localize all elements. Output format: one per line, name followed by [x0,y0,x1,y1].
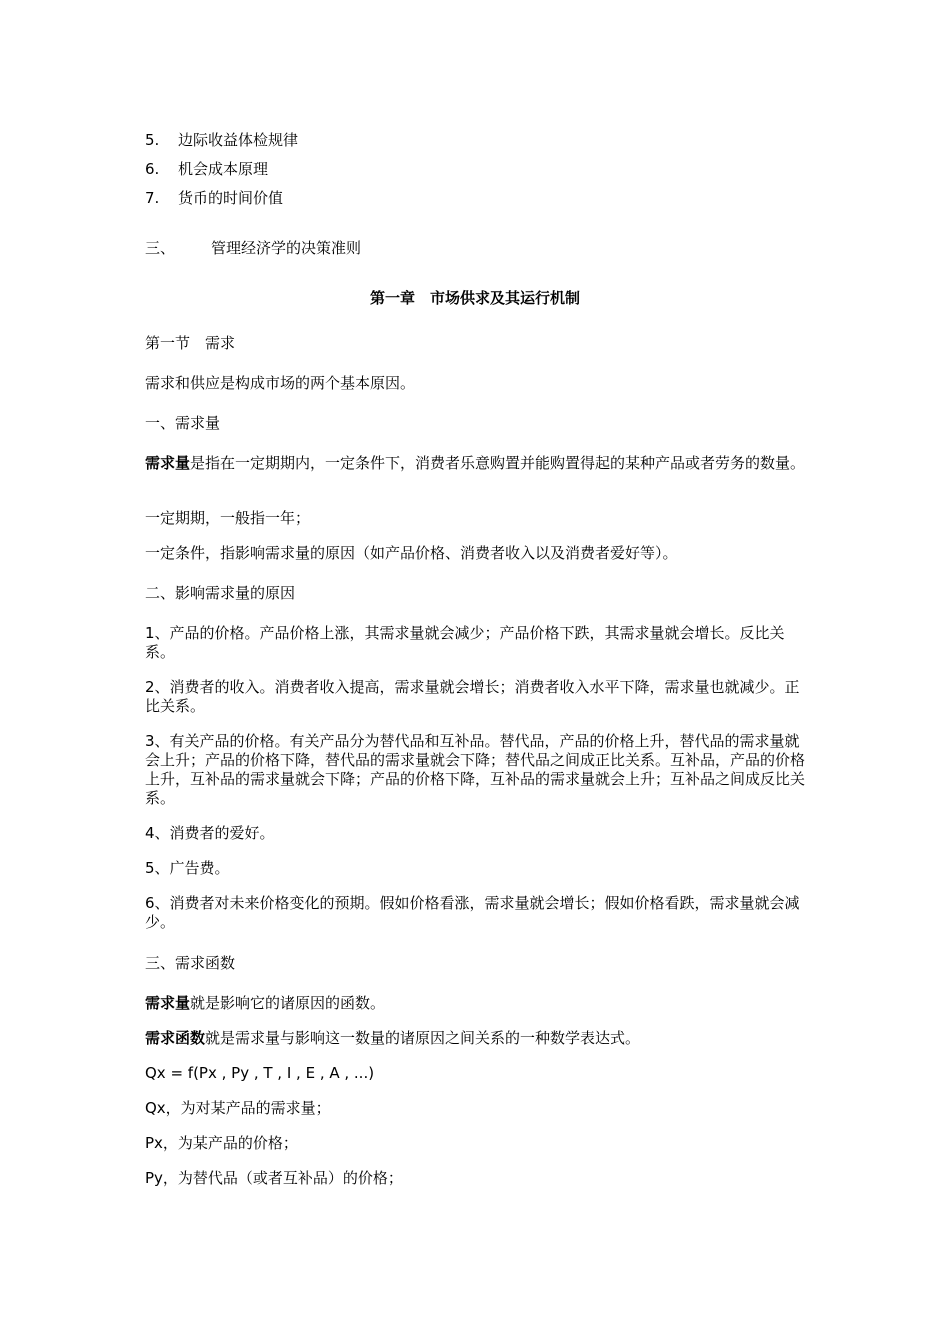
list-item [145,160,810,179]
section-title: 第一节 需求 [145,334,236,352]
paragraph [145,994,810,1013]
list-text: 边际收益体检规律 [178,131,299,149]
definition-text: 就是需求量与影响这一数量的诸原因之间关系的一种数学表达式。 [205,1029,641,1047]
list-number: 5. [145,131,160,149]
list-number: 7. [145,189,160,207]
paragraph: 2、消费者的收入。消费者收入提高，需求量就会增长；消费者收入水平下降，需求量也就减少。正比关系。 [145,678,800,715]
term-bold: 需求函数 [145,1029,206,1047]
paragraph: Py，为替代品（或者互补品）的价格； [145,1169,403,1187]
paragraph [145,454,810,473]
paragraph: 3、有关产品的价格。有关产品分为替代品和互补品。替代品，产品的价格上升，替代品的需求量就会上升；产品的价格下降，替代品的需求量就会下降；替代品之间成正比关系。互补品，产品的价格上升，互补品的需求量就会下降；产品的价格下降，互补品的需求量就会上升；互补品之间成反比关系。 [145,732,806,807]
section-number: 三、 [145,239,176,257]
paragraph: 5、广告费。 [145,859,230,877]
subheading: 二、影响需求量的原因 [145,584,296,602]
chapter-title: 第一章 市场供求及其运行机制 [369,289,580,307]
formula: Qx = f(Px , Py , T , I , E , A , ...) [145,1064,375,1082]
definition-text: 就是影响它的诸原因的函数。 [190,994,386,1012]
paragraph: 4、消费者的爱好。 [145,824,275,842]
paragraph: 一定期期，一般指一年； [145,509,311,527]
term-bold: 需求量 [145,454,191,472]
paragraph: 1、产品的价格。产品价格上涨，其需求量就会减少；产品价格下跌，其需求量就会增长。反比关系。 [145,624,785,661]
definition-text: 是指在一定期期内，一定条件下，消费者乐意购置并能购置得起的某种产品或者劳务的数量。 [190,454,806,472]
list-number: 6. [145,160,160,178]
section-heading [145,239,810,258]
list-text: 货币的时间价值 [178,189,284,207]
paragraph: 一定条件，指影响需求量的原因（如产品价格、消费者收入以及消费者爱好等）。 [145,544,678,562]
subheading: 一、需求量 [145,414,221,432]
paragraph: Px，为某产品的价格； [145,1134,298,1152]
term-bold: 需求量 [145,994,191,1012]
paragraph: 6、消费者对未来价格变化的预期。假如价格看涨，需求量就会增长；假如价格看跌，需求量就会减少。 [145,894,800,931]
paragraph: Qx，为对某产品的需求量； [145,1099,331,1117]
paragraph: 需求和供应是构成市场的两个基本原因。 [145,374,416,392]
list-item [145,189,810,208]
section-text: 管理经济学的决策准则 [211,239,362,257]
subheading: 三、需求函数 [145,954,236,972]
paragraph [145,1029,810,1048]
list-item [145,131,810,150]
list-text: 机会成本原理 [178,160,269,178]
